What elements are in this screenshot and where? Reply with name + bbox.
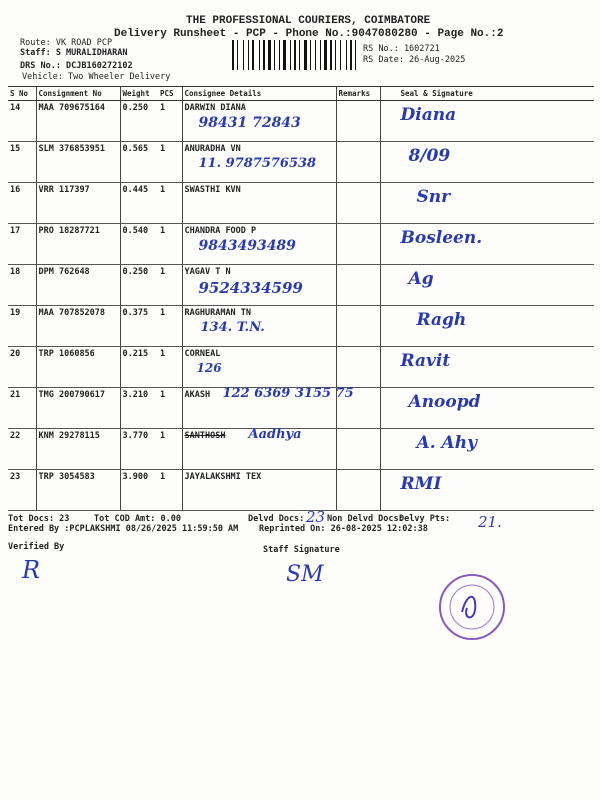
table-row <box>8 142 594 183</box>
cell-pcs-text: 1 <box>160 144 166 154</box>
reprinted-on: Reprinted On: 26-08-2025 12:02:38 <box>259 524 428 534</box>
col-pcs: PCS <box>158 87 182 101</box>
cell-remarks <box>336 470 380 511</box>
cell-consignment-text: MAA 707852078 <box>38 308 106 318</box>
runsheet-table <box>8 86 594 511</box>
handwritten-note: 98431 72843 <box>198 115 301 131</box>
recipient-signature: Bosleen. <box>400 228 483 248</box>
cell-consignee <box>182 142 336 183</box>
cell-consignee <box>182 470 336 511</box>
table-row <box>8 470 594 511</box>
cell-sno-text: 16 <box>10 185 21 195</box>
cell-weight <box>120 183 158 224</box>
cell-pcs <box>158 429 182 470</box>
verified-by-label: Verified By <box>8 542 65 552</box>
cell-sno <box>8 429 36 470</box>
cell-pcs-text: 1 <box>160 226 166 236</box>
cell-seal <box>380 429 594 470</box>
cell-pcs <box>158 470 182 511</box>
cell-consignment-text: MAA 709675164 <box>38 103 106 113</box>
cell-pcs-text: 1 <box>160 472 166 482</box>
recipient-signature: Snr <box>416 187 451 207</box>
cell-pcs <box>158 388 182 429</box>
table-header-row <box>8 87 594 101</box>
cell-sno <box>8 306 36 347</box>
cell-consignee-text: SANTHOSH <box>184 431 226 441</box>
cell-consignment-text: PRO 18287721 <box>38 226 100 236</box>
barcode-bar <box>350 40 352 70</box>
recipient-signature: 8/09 <box>408 146 451 166</box>
cell-consignment-text: TMG 200790617 <box>38 390 106 400</box>
cell-consignment-text: KNM 29278115 <box>38 431 100 441</box>
table-row <box>8 224 594 265</box>
barcode-bar <box>290 40 291 70</box>
cell-seal <box>380 388 594 429</box>
entered-by: Entered By :PCPLAKSHMI 08/26/2025 11:59:50 AM <box>8 524 239 534</box>
handwritten-note: 134. T.N. <box>200 320 265 335</box>
cell-pcs-text: 1 <box>160 308 166 318</box>
cell-consignee-text: JAYALAKSHMI TEX <box>184 472 262 482</box>
cell-consignment-text: TRP 1060856 <box>38 349 95 359</box>
cell-consignee-text: CORNEAL <box>184 349 221 359</box>
cell-seal <box>380 347 594 388</box>
cell-sno-text: 20 <box>10 349 21 359</box>
cell-sno <box>8 142 36 183</box>
col-consignment: Consignment No <box>36 87 120 101</box>
delivered-docs-label: Delvd Docs: <box>248 514 305 524</box>
cell-pcs-text: 1 <box>160 349 166 359</box>
cell-consignee <box>182 347 336 388</box>
handwritten-note: 11. 9787576538 <box>198 156 317 171</box>
cell-consignment <box>36 306 120 347</box>
cell-consignee <box>182 101 336 142</box>
cell-seal <box>380 224 594 265</box>
cell-sno-text: 18 <box>10 267 21 277</box>
runsheet-title: Delivery Runsheet - PCP - Phone No.:9047080280 - Page No.:2 <box>114 28 504 40</box>
cell-pcs <box>158 347 182 388</box>
cell-consignee <box>182 265 336 306</box>
cell-sno <box>8 265 36 306</box>
cell-pcs-text: 1 <box>160 103 166 113</box>
cell-weight-text: 0.565 <box>122 144 149 154</box>
cell-consignee-text: SWASTHI KVN <box>184 185 241 195</box>
cell-consignee <box>182 429 336 470</box>
cell-weight-text: 0.250 <box>122 267 149 277</box>
staff-signature-label: Staff Signature <box>263 545 340 555</box>
cell-seal <box>380 265 594 306</box>
cell-remarks <box>336 224 380 265</box>
cell-consignment <box>36 265 120 306</box>
barcode-bar <box>310 40 311 70</box>
cell-weight-text: 0.375 <box>122 308 149 318</box>
total-cod: Tot COD Amt: 0.00 <box>94 514 181 524</box>
handwritten-note: 9843493489 <box>198 238 296 254</box>
seal-stamp <box>437 572 507 642</box>
cell-consignment <box>36 101 120 142</box>
cell-consignment <box>36 142 120 183</box>
cell-remarks <box>336 101 380 142</box>
barcode-bar <box>294 40 296 70</box>
cell-consignment <box>36 470 120 511</box>
cell-consignee-text: YAGAV T N <box>184 267 231 277</box>
recipient-signature: Anoopd <box>408 392 481 412</box>
barcode-bar <box>248 40 249 70</box>
cell-weight-text: 3.210 <box>122 390 149 400</box>
barcode-bar <box>259 40 260 70</box>
barcode-bar <box>346 40 347 70</box>
cell-consignee <box>182 386 354 429</box>
col-consignee: Consignee Details <box>182 87 336 101</box>
table-row <box>8 306 594 347</box>
cell-pcs <box>158 265 182 306</box>
cell-sno <box>8 224 36 265</box>
cell-consignment <box>36 224 120 265</box>
barcode-bar <box>335 40 336 70</box>
cell-pcs <box>158 183 182 224</box>
table-row <box>8 183 594 224</box>
barcode <box>232 40 358 70</box>
barcode-bar <box>268 40 271 70</box>
staff-label: Staff: S MURALIDHARAN <box>20 48 128 58</box>
cell-consignment-text: TRP 3054583 <box>38 472 95 482</box>
delivery-points-handwritten: 21. <box>478 513 502 531</box>
cell-sno-text: 17 <box>10 226 21 236</box>
company-name: THE PROFESSIONAL COURIERS, COIMBATORE <box>186 15 431 27</box>
cell-consignment-text: DPM 762648 <box>38 267 90 277</box>
cell-consignee-text: RAGHURAMAN TN <box>184 308 252 318</box>
cell-sno-text: 14 <box>10 103 21 113</box>
cell-pcs <box>158 101 182 142</box>
cell-weight <box>120 142 158 183</box>
col-sno: S No <box>8 87 36 101</box>
cell-consignment <box>36 183 120 224</box>
barcode-bar <box>283 40 286 70</box>
col-seal: Seal & Signature <box>380 87 594 101</box>
cell-sno-text: 15 <box>10 144 21 154</box>
cell-weight <box>120 224 158 265</box>
cell-consignment-text: SLM 376853951 <box>38 144 106 154</box>
cell-weight-text: 0.445 <box>122 185 149 195</box>
cell-pcs-text: 1 <box>160 390 166 400</box>
cell-seal <box>380 183 594 224</box>
cell-consignment <box>36 388 120 429</box>
cell-seal <box>380 470 594 511</box>
cell-remarks <box>336 183 380 224</box>
drs-label: DRS No.: DCJB160272102 <box>20 61 133 71</box>
cell-remarks <box>336 265 380 306</box>
handwritten-note: 9524334599 <box>198 279 303 297</box>
cell-pcs <box>158 306 182 347</box>
cell-weight <box>120 429 158 470</box>
cell-remarks <box>336 306 380 347</box>
total-docs: Tot Docs: 23 <box>8 514 70 524</box>
recipient-signature: A. Ahy <box>416 433 477 453</box>
cell-seal <box>380 142 594 183</box>
barcode-bar <box>304 40 307 70</box>
cell-pcs-text: 1 <box>160 431 166 441</box>
barcode-bar <box>320 40 321 70</box>
cell-consignee-text: CHANDRA FOOD P <box>184 226 257 236</box>
cell-consignee-text: ANURADHA VN <box>184 144 241 154</box>
barcode-bar <box>299 40 300 70</box>
vehicle-label: Vehicle: Two Wheeler Delivery <box>22 72 171 82</box>
cell-pcs-text: 1 <box>160 267 166 277</box>
recipient-signature: Ragh <box>416 310 467 330</box>
cell-weight <box>120 265 158 306</box>
cell-consignment <box>36 429 120 470</box>
cell-weight <box>120 306 158 347</box>
table-row <box>8 265 594 306</box>
cell-weight <box>120 470 158 511</box>
recipient-signature: Ag <box>408 269 434 289</box>
delivered-docs-handwritten: 23 <box>306 508 326 526</box>
cell-sno <box>8 347 36 388</box>
barcode-bar <box>355 40 356 70</box>
recipient-signature: Ravit <box>400 351 451 371</box>
cell-remarks <box>336 429 380 470</box>
barcode-bar <box>315 40 316 70</box>
cell-sno <box>8 470 36 511</box>
cell-consignee-text: DARWIN DIANA <box>184 103 246 113</box>
table-row <box>8 101 594 142</box>
handwritten-note: Aadhya <box>248 427 302 442</box>
cell-seal <box>380 306 594 347</box>
cell-sno <box>8 183 36 224</box>
handwritten-note: 126 <box>196 361 222 375</box>
barcode-bar <box>243 40 244 70</box>
recipient-signature: Diana <box>400 105 457 125</box>
table-row <box>8 347 594 388</box>
cell-sno-text: 19 <box>10 308 21 318</box>
cell-sno-text: 22 <box>10 431 21 441</box>
cell-weight-text: 0.250 <box>122 103 149 113</box>
barcode-bar <box>232 40 234 70</box>
cell-sno-text: 23 <box>10 472 21 482</box>
cell-weight-text: 3.900 <box>122 472 149 482</box>
col-remarks: Remarks <box>336 87 380 101</box>
cell-consignment-text: VRR 117397 <box>38 185 90 195</box>
cell-consignment <box>36 347 120 388</box>
cell-remarks <box>336 347 380 388</box>
cell-seal <box>380 101 594 142</box>
table-row <box>8 429 594 470</box>
rs-number: RS No.: 1602721 <box>363 44 440 54</box>
cell-remarks <box>336 142 380 183</box>
verified-signature: R <box>22 556 41 584</box>
handwritten-note: 122 6369 3155 75 <box>222 386 354 401</box>
barcode-bar <box>252 40 254 70</box>
barcode-bar <box>330 40 332 70</box>
cell-weight <box>120 388 158 429</box>
delivery-points-label: Delvy Pts: <box>399 514 451 524</box>
cell-pcs <box>158 142 182 183</box>
table-row <box>8 388 594 429</box>
cell-weight-text: 0.215 <box>122 349 149 359</box>
cell-weight-text: 3.770 <box>122 431 149 441</box>
barcode-bar <box>340 40 341 70</box>
cell-pcs <box>158 224 182 265</box>
cell-consignee-text: AKASH <box>184 390 211 400</box>
cell-weight-text: 0.540 <box>122 226 149 236</box>
cell-sno <box>8 388 36 429</box>
barcode-bar <box>237 40 238 70</box>
barcode-bar <box>324 40 327 70</box>
cell-sno-text: 21 <box>10 390 21 400</box>
non-delivered-docs-label: Non Delvd Docs: <box>327 514 404 524</box>
cell-weight <box>120 101 158 142</box>
rs-date: RS Date: 26-Aug-2025 <box>363 55 466 65</box>
col-weight: Weight <box>120 87 158 101</box>
cell-consignee <box>182 306 336 347</box>
recipient-signature: RMI <box>400 474 442 494</box>
staff-handwritten-signature: SM <box>286 562 324 587</box>
cell-sno <box>8 101 36 142</box>
cell-pcs-text: 1 <box>160 185 166 195</box>
route-label: Route: VK ROAD PCP <box>20 38 113 48</box>
barcode-bar <box>263 40 265 70</box>
cell-consignee <box>182 183 336 224</box>
cell-consignee <box>182 224 336 265</box>
cell-weight <box>120 347 158 388</box>
barcode-bar <box>274 40 275 70</box>
barcode-bar <box>279 40 280 70</box>
